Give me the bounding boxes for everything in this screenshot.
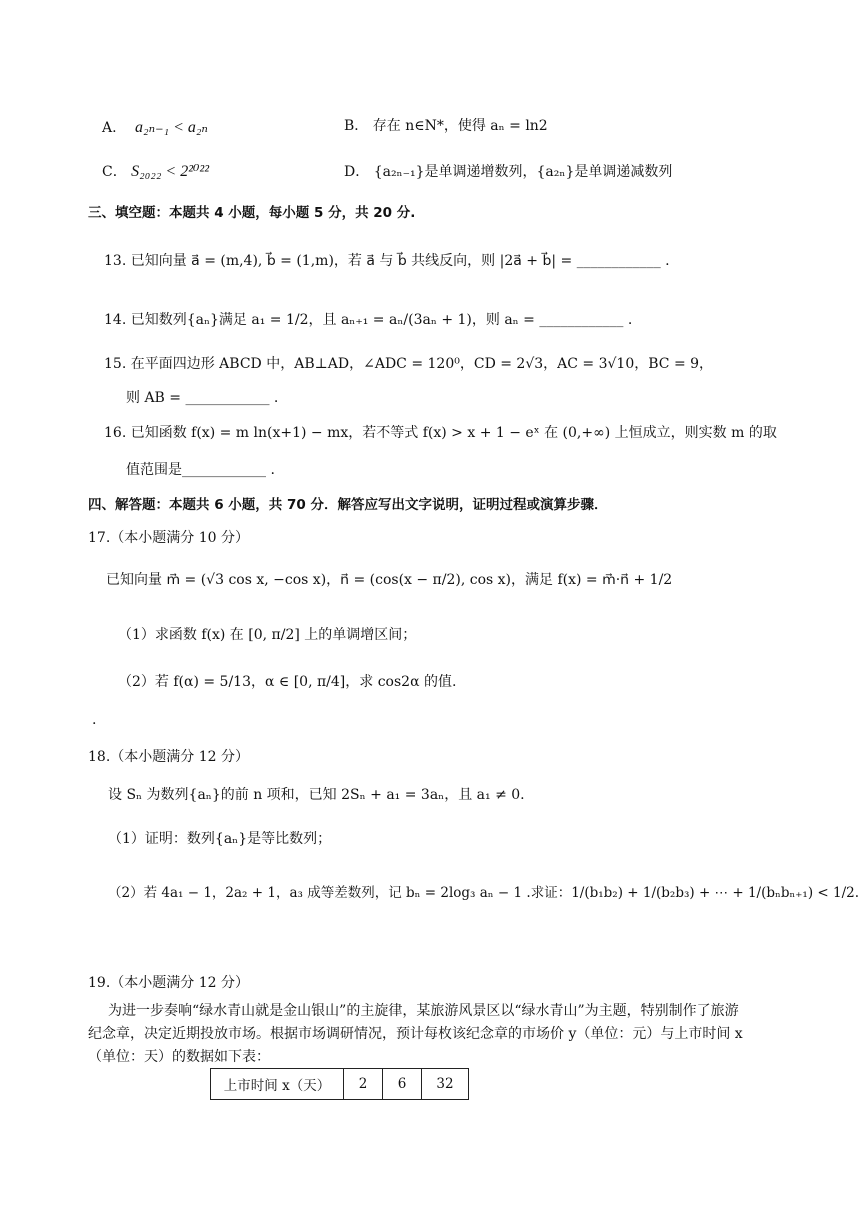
q15-line1: 15. 在平面四边形 ABCD 中，AB⊥AD，∠ADC = 120⁰，CD = 2√3，AC = 3√10，BC = 9，	[104, 356, 714, 372]
q19-title: 19.（本小题满分 12 分）	[88, 975, 249, 991]
option-a	[102, 118, 208, 138]
option-b-text: 存在 n∈N*，使得 aₙ = ln2	[372, 118, 548, 134]
option-a-math: a₂ₙ₋₁ < a₂ₙ	[135, 119, 208, 136]
table-row	[211, 1069, 469, 1100]
q18-stem: 设 Sₙ 为数列{aₙ}的前 n 项和，已知 2Sₙ + a₁ = 3aₙ，且 a₁ ≠ 0.	[108, 787, 525, 803]
q18-title: 18.（本小题满分 12 分）	[88, 749, 249, 765]
table-cell: 2	[344, 1069, 383, 1100]
section3-heading: 三、填空题：本题共 4 小题，每小题 5 分，共 20 分.	[88, 205, 416, 221]
q19-line2: 纪念章，决定近期投放市场。根据市场调研情况，预计每枚该纪念章的市场价 y（单位：元）与上市时间 x	[88, 1026, 743, 1042]
option-a-label: A.	[102, 120, 117, 136]
option-b-label: B．	[344, 118, 369, 134]
q17-part2: （2）若 f(α) = 5/13，α ∈ [0, π/4]，求 cos2α 的值.	[118, 674, 457, 690]
q17-title: 17.（本小题满分 10 分）	[88, 530, 249, 546]
q19-line1: 为进一步奏响“绿水青山就是金山银山”的主旋律，某旅游风景区以“绿水青山”为主题，特别制作了旅游	[108, 1003, 739, 1019]
q13: 13. 已知向量 a⃗ = (m,4), b⃗ = (1,m)，若 a⃗ 与 b⃗ 共线反向，则 |2a⃗ + b⃗| = ____________ .	[104, 253, 670, 269]
option-d	[344, 164, 672, 182]
q17-part1: （1）求函数 f(x) 在 [0, π/2] 上的单调增区间；	[118, 627, 417, 643]
table-header-cell: 上市时间 x（天）	[211, 1069, 344, 1100]
table-cell: 32	[422, 1069, 469, 1100]
q16-line2: 值范围是____________ .	[126, 462, 275, 478]
option-c-label: C．	[102, 164, 127, 180]
q17-stem: 已知向量 m⃗ = (√3 cos x, −cos x)，n⃗ = (cos(x − π/2), cos x)，满足 f(x) = m⃗·n⃗ + 1/2	[106, 572, 673, 588]
section4-heading: 四、解答题：本题共 6 小题，共 70 分．解答应写出文字说明，证明过程或演算步骤．	[88, 497, 608, 513]
q18-part1: （1）证明：数列{aₙ}是等比数列；	[108, 831, 332, 847]
q18-part2: （2）若 4a₁ − 1，2a₂ + 1，a₃ 成等差数列，记 bₙ = 2log₃ aₙ − 1 .求证：1/(b₁b₂) + 1/(b₂b₃) + ⋯ + 1/(bₙbₙ₊₁) < 1/2.	[108, 885, 860, 901]
option-c	[102, 162, 209, 182]
option-b	[344, 118, 548, 136]
q14: 14. 已知数列{aₙ}满足 a₁ = 1/2，且 aₙ₊₁ = aₙ/(3aₙ + 1)，则 aₙ = ____________ .	[104, 312, 633, 328]
table-cell: 6	[383, 1069, 422, 1100]
option-d-label: D．	[344, 164, 370, 180]
option-c-math: S₂₀₂₂ < 2²⁰²²	[131, 163, 210, 180]
q19-table	[210, 1068, 469, 1100]
q17-dot: .	[92, 712, 97, 728]
q16-line1: 16. 已知函数 f(x) = m ln(x+1) − mx，若不等式 f(x) > x + 1 − eˣ 在 (0,+∞) 上恒成立，则实数 m 的取	[104, 425, 777, 441]
q19-line3: （单位：天）的数据如下表：	[88, 1049, 270, 1065]
option-d-text: {a₂ₙ₋₁}是单调递增数列，{a₂ₙ}是单调递减数列	[373, 164, 673, 180]
q15-line2: 则 AB = ____________ .	[126, 390, 279, 406]
